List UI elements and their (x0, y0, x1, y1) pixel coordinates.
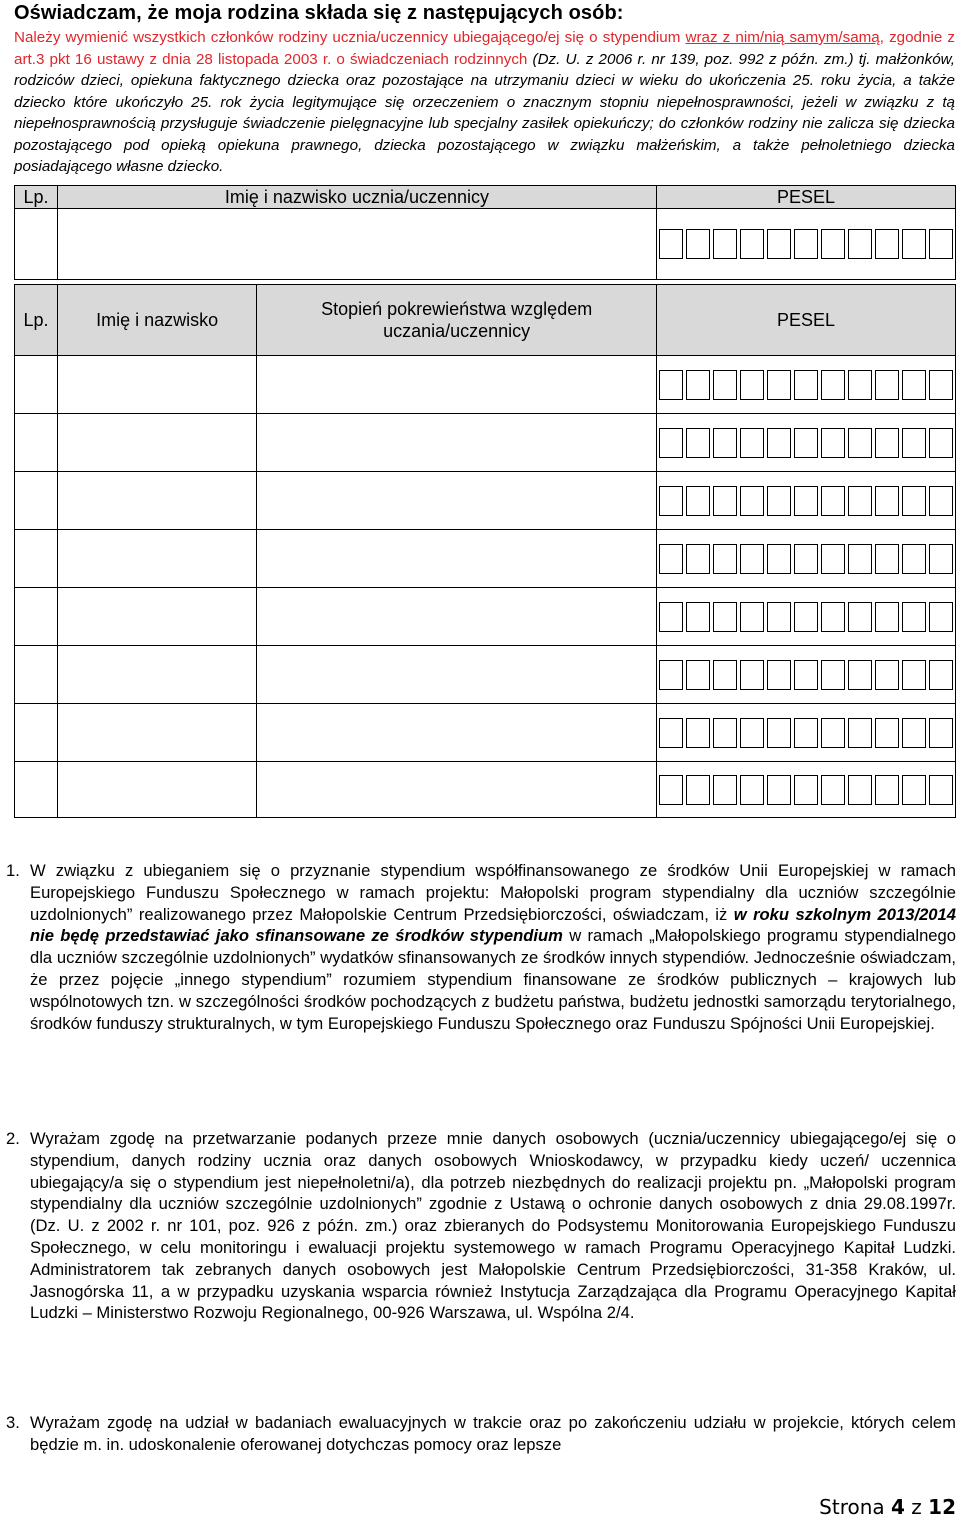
pesel-digit-box[interactable] (686, 486, 710, 516)
pesel-digit-box[interactable] (902, 660, 926, 690)
pesel-digit-box[interactable] (929, 544, 953, 574)
pesel-digit-box[interactable] (902, 718, 926, 748)
table-row (15, 762, 956, 818)
intro-paragraph (14, 27, 955, 178)
intro-instruction-legal: , zgodnie z art.3 pkt 16 ustawy z dnia 28 listopada 2003 r. o świadczeniach rodzinnych (14, 29, 955, 68)
pesel-digit-box[interactable] (713, 660, 737, 690)
pesel-digit-box[interactable] (794, 775, 818, 805)
name-field[interactable] (57, 414, 256, 472)
pesel-digit-box[interactable] (767, 370, 791, 400)
relationship-field[interactable] (257, 472, 657, 530)
pesel-digit-box[interactable] (821, 229, 845, 259)
clause-2: 2. Wyrażam zgodę na przetwarzanie podanych przeze mnie danych osobowych (ucznia/uczennicy ubiegającego/ej się o stypendium, danych rodziny ucznia oraz danych osobowych Wnioskodawcy, w przypadku kiedy uczeń/ uczennica ubiegający/a się o stypendium jest niepełnoletni/a), dla potrzeb niezbędnych do realizacji projektu pn. „Małopolski program stypendialny dla uczniów szczególnie uzdolnionych” zgodnie z Ustawą o ochronie danych osobowych z dnia 29.08.1997r. (Dz. U. z 2002 r. nr 101, poz. 926 z późn. zm.) oraz zbieranych do Podsystemu Monitorowania Europejskiego Funduszu Społecznego, w celu monitoringu i ewaluacji projektu systemowego w ramach Programu Operacyjnego Kapitał Ludzki. Administratorem tak zebranych danych osobowych jest Małopolskie Centrum Przedsiębiorczości, 31-358 Kraków, ul. Jasnogórska 11, a w przypadku uzyskania wsparcia również Instytucja Zarządzająca dla Programu Operacyjnego Kapitał Ludzki – Ministerstwo Rozwoju Regionalnego, 00-926 Warszawa, ul. Wspólna 2/4. (6, 1129, 956, 1323)
pesel-digit-box[interactable] (713, 718, 737, 748)
pesel-digit-box[interactable] (821, 370, 845, 400)
pesel-digit-box[interactable] (686, 229, 710, 259)
table-row (15, 704, 956, 762)
pesel-digit-box[interactable] (821, 602, 845, 632)
pesel-digit-box[interactable] (821, 428, 845, 458)
pesel-digit-box[interactable] (848, 370, 872, 400)
pesel-digit-box[interactable] (767, 718, 791, 748)
pesel-digit-box[interactable] (767, 486, 791, 516)
pesel-digit-box[interactable] (821, 660, 845, 690)
pesel-field[interactable] (656, 530, 955, 588)
pesel-field[interactable] (656, 356, 955, 414)
pesel-digit-box[interactable] (659, 544, 683, 574)
pesel-field[interactable] (656, 414, 955, 472)
pesel-digit-box[interactable] (902, 486, 926, 516)
pesel-digit-box[interactable] (848, 428, 872, 458)
name-field[interactable] (57, 762, 256, 818)
table-row (15, 414, 956, 472)
pesel-digit-box[interactable] (848, 229, 872, 259)
pesel-digit-box[interactable] (767, 602, 791, 632)
pesel-digit-box[interactable] (686, 370, 710, 400)
pesel-digit-box[interactable] (686, 544, 710, 574)
col-name: Imię i nazwisko (57, 285, 256, 356)
lp-cell[interactable] (15, 472, 58, 530)
pesel-digit-box[interactable] (659, 229, 683, 259)
col-lp: Lp. (15, 285, 58, 356)
pesel-field[interactable] (656, 588, 955, 646)
clause-1-emphasis: w roku szkolnym 2013/2014 nie będę przedstawiać jako sfinansowane ze środków stypendium (30, 904, 956, 946)
pesel-digit-box[interactable] (794, 602, 818, 632)
pesel-digit-box[interactable] (740, 370, 764, 400)
relationship-field[interactable] (257, 704, 657, 762)
pesel-digit-box[interactable] (794, 229, 818, 259)
name-field[interactable] (57, 646, 256, 704)
relationship-field[interactable] (257, 588, 657, 646)
pesel-digit-box[interactable] (929, 718, 953, 748)
clause-1: 1. W związku z ubieganiem się o przyznanie stypendium współfinansowanego ze środków Unii Europejskiej w ramach Europejskiego Funduszu Społecznego w ramach projektu: Małopolski program stypendialny dla uczniów szczególnie uzdolnionych” realizowanego przez Małopolskie Centrum Przedsiębiorczości, oświadczam, iż w roku szkolnym 2013/2014 nie będę przedstawiać jako sfinansowane ze środków stypendium w ramach „Małopolskiego programu stypendialnego dla uczniów szczególnie uzdolnionych” wydatków sfinansowanych ze środków innych stypendiów. Jednocześnie oświadczam, że przez pojęcie „innego stypendium” rozumiem stypendium finansowane ze środków publicznych – krajowych lub wspólnotowych tzn. w szczególności środków pochodzących z budżetu państwa, budżetu jednostki samorządu terytorialnego, środków funduszy strukturalnych, w tym Europejskiego Funduszu Społecznego oraz Funduszu Spójności Unii Europejskiej. (6, 861, 956, 1033)
pesel-digit-box[interactable] (767, 428, 791, 458)
pesel-digit-box[interactable] (713, 229, 737, 259)
table-row (15, 356, 956, 414)
pesel-field[interactable] (656, 209, 955, 280)
pesel-digit-box[interactable] (713, 428, 737, 458)
table-row (15, 472, 956, 530)
clause-number: 3. (6, 1413, 20, 1432)
pesel-digit-box[interactable] (929, 229, 953, 259)
pesel-digit-box[interactable] (902, 544, 926, 574)
lp-cell[interactable] (15, 762, 58, 818)
pesel-digit-box[interactable] (659, 718, 683, 748)
pesel-digit-box[interactable] (659, 660, 683, 690)
name-field[interactable] (57, 530, 256, 588)
pesel-digit-box[interactable] (794, 486, 818, 516)
col-lp: Lp. (15, 186, 58, 209)
pesel-digit-box[interactable] (713, 370, 737, 400)
name-field[interactable] (57, 704, 256, 762)
pesel-digit-box[interactable] (794, 428, 818, 458)
pesel-digit-box[interactable] (686, 718, 710, 748)
page-title: Oświadczam, że moja rodzina składa się z następujących osób: (14, 2, 624, 24)
pesel-digit-box[interactable] (740, 660, 764, 690)
relationship-field[interactable] (257, 414, 657, 472)
relationship-field[interactable] (257, 646, 657, 704)
pesel-digit-box[interactable] (902, 370, 926, 400)
pesel-digit-box[interactable] (848, 602, 872, 632)
pesel-digit-box[interactable] (794, 544, 818, 574)
pesel-digit-box[interactable] (821, 544, 845, 574)
pesel-digit-box[interactable] (794, 660, 818, 690)
name-field[interactable] (57, 356, 256, 414)
pesel-digit-box[interactable] (848, 660, 872, 690)
family-table (14, 284, 956, 818)
student-table-header (15, 186, 956, 209)
pesel-digit-box[interactable] (740, 229, 764, 259)
pesel-digit-box[interactable] (686, 428, 710, 458)
pesel-digit-box[interactable] (713, 602, 737, 632)
pesel-digit-box[interactable] (659, 602, 683, 632)
student-table (14, 185, 956, 280)
pesel-digit-box[interactable] (686, 660, 710, 690)
intro-instruction: Należy wymienić wszystkich członków rodziny ucznia/uczennicy ubiegającego/ej się o stypendium (14, 29, 686, 46)
table-row (15, 530, 956, 588)
pesel-digit-box[interactable] (713, 486, 737, 516)
lp-cell[interactable] (15, 646, 58, 704)
col-student-name: Imię i nazwisko ucznia/uczennicy (57, 186, 656, 209)
pesel-digit-box[interactable] (794, 370, 818, 400)
pesel-digit-box[interactable] (794, 718, 818, 748)
lp-cell[interactable] (15, 209, 58, 280)
pesel-digit-box[interactable] (902, 428, 926, 458)
table-row (15, 588, 956, 646)
pesel-digit-box[interactable] (875, 370, 899, 400)
pesel-digit-box[interactable] (767, 544, 791, 574)
pesel-digit-box[interactable] (740, 544, 764, 574)
pesel-digit-box[interactable] (659, 428, 683, 458)
pesel-digit-box[interactable] (767, 660, 791, 690)
intro-definition: (Dz. U. z 2006 r. nr 139, poz. 992 z późn. zm.) tj. małżonków, rodziców dzieci, opiekuna faktycznego dziecka oraz pozostające na utrzymaniu dzieci w wieku do ukończenia 25. roku życia, a także dziecko które ukończyło 25. rok życia legitymujące się orzeczeniem o znacznym stopniu niepełnosprawności, jeżeli w związku z tą niepełnosprawnością przysługuje świadczenie pielęgnacyjne lub specjalny zasiłek opiekuńczy; do członków rodziny nie zalicza się dziecka pozostającego pod opieką opiekuna prawnego, dziecka pozostającego w związku małżeńskim, a także pełnoletniego dziecka posiadającego własne dziecko. (14, 50, 955, 175)
pesel-digit-box[interactable] (875, 428, 899, 458)
pesel-digit-box[interactable] (848, 775, 872, 805)
pesel-digit-box[interactable] (740, 486, 764, 516)
name-field[interactable] (57, 472, 256, 530)
pesel-digit-box[interactable] (929, 428, 953, 458)
pesel-digit-box[interactable] (713, 775, 737, 805)
pesel-digit-box[interactable] (848, 718, 872, 748)
pesel-field[interactable] (656, 472, 955, 530)
table-row (15, 209, 956, 280)
lp-cell[interactable] (15, 414, 58, 472)
pesel-digit-box[interactable] (929, 370, 953, 400)
name-field[interactable] (57, 588, 256, 646)
clause-number: 1. (6, 861, 20, 880)
lp-cell[interactable] (15, 588, 58, 646)
pesel-digit-box[interactable] (848, 544, 872, 574)
table-row (15, 646, 956, 704)
pesel-digit-box[interactable] (875, 718, 899, 748)
pesel-digit-box[interactable] (875, 660, 899, 690)
pesel-digit-box[interactable] (740, 602, 764, 632)
pesel-field[interactable] (656, 704, 955, 762)
pesel-digit-box[interactable] (659, 775, 683, 805)
pesel-digit-box[interactable] (875, 775, 899, 805)
pesel-digit-box[interactable] (875, 486, 899, 516)
col-pesel: PESEL (656, 285, 955, 356)
pesel-field[interactable] (656, 646, 955, 704)
relationship-field[interactable] (257, 762, 657, 818)
pesel-digit-box[interactable] (902, 229, 926, 259)
pesel-digit-box[interactable] (929, 486, 953, 516)
pesel-digit-box[interactable] (902, 602, 926, 632)
clause-3: 3. Wyrażam zgodę na udział w badaniach ewaluacyjnych w trakcie oraz po zakończeniu udziału w projekcie, których celem będzie m. in. udoskonalenie oferowanej dotychczas pomocy oraz lepsze (6, 1413, 956, 1454)
pesel-digit-box[interactable] (767, 229, 791, 259)
pesel-digit-box[interactable] (902, 775, 926, 805)
pesel-digit-box[interactable] (686, 775, 710, 805)
pesel-digit-box[interactable] (740, 718, 764, 748)
pesel-digit-box[interactable] (875, 602, 899, 632)
pesel-digit-box[interactable] (713, 544, 737, 574)
col-pesel: PESEL (656, 186, 955, 209)
clause-number: 2. (6, 1129, 20, 1148)
pesel-digit-box[interactable] (659, 370, 683, 400)
pesel-digit-box[interactable] (821, 486, 845, 516)
pesel-field[interactable] (656, 762, 955, 818)
relationship-field[interactable] (257, 530, 657, 588)
lp-cell[interactable] (15, 704, 58, 762)
family-table-header (15, 285, 956, 356)
pesel-digit-box[interactable] (848, 486, 872, 516)
pesel-digit-box[interactable] (767, 775, 791, 805)
student-name-field[interactable] (57, 209, 656, 280)
page-number: Strona 4 z 12 (819, 1495, 956, 1519)
col-relationship: Stopień pokrewieństwa względem uczania/uczennicy (257, 285, 657, 356)
pesel-digit-box[interactable] (929, 602, 953, 632)
intro-instruction-underlined: wraz z nim/nią samym/samą (685, 29, 880, 46)
lp-cell[interactable] (15, 530, 58, 588)
lp-cell[interactable] (15, 356, 58, 414)
pesel-digit-box[interactable] (821, 775, 845, 805)
pesel-digit-box[interactable] (740, 428, 764, 458)
pesel-digit-box[interactable] (740, 775, 764, 805)
pesel-digit-box[interactable] (686, 602, 710, 632)
pesel-digit-box[interactable] (875, 229, 899, 259)
pesel-digit-box[interactable] (875, 544, 899, 574)
pesel-digit-box[interactable] (929, 660, 953, 690)
pesel-digit-box[interactable] (929, 775, 953, 805)
pesel-digit-box[interactable] (821, 718, 845, 748)
relationship-field[interactable] (257, 356, 657, 414)
pesel-digit-box[interactable] (659, 486, 683, 516)
